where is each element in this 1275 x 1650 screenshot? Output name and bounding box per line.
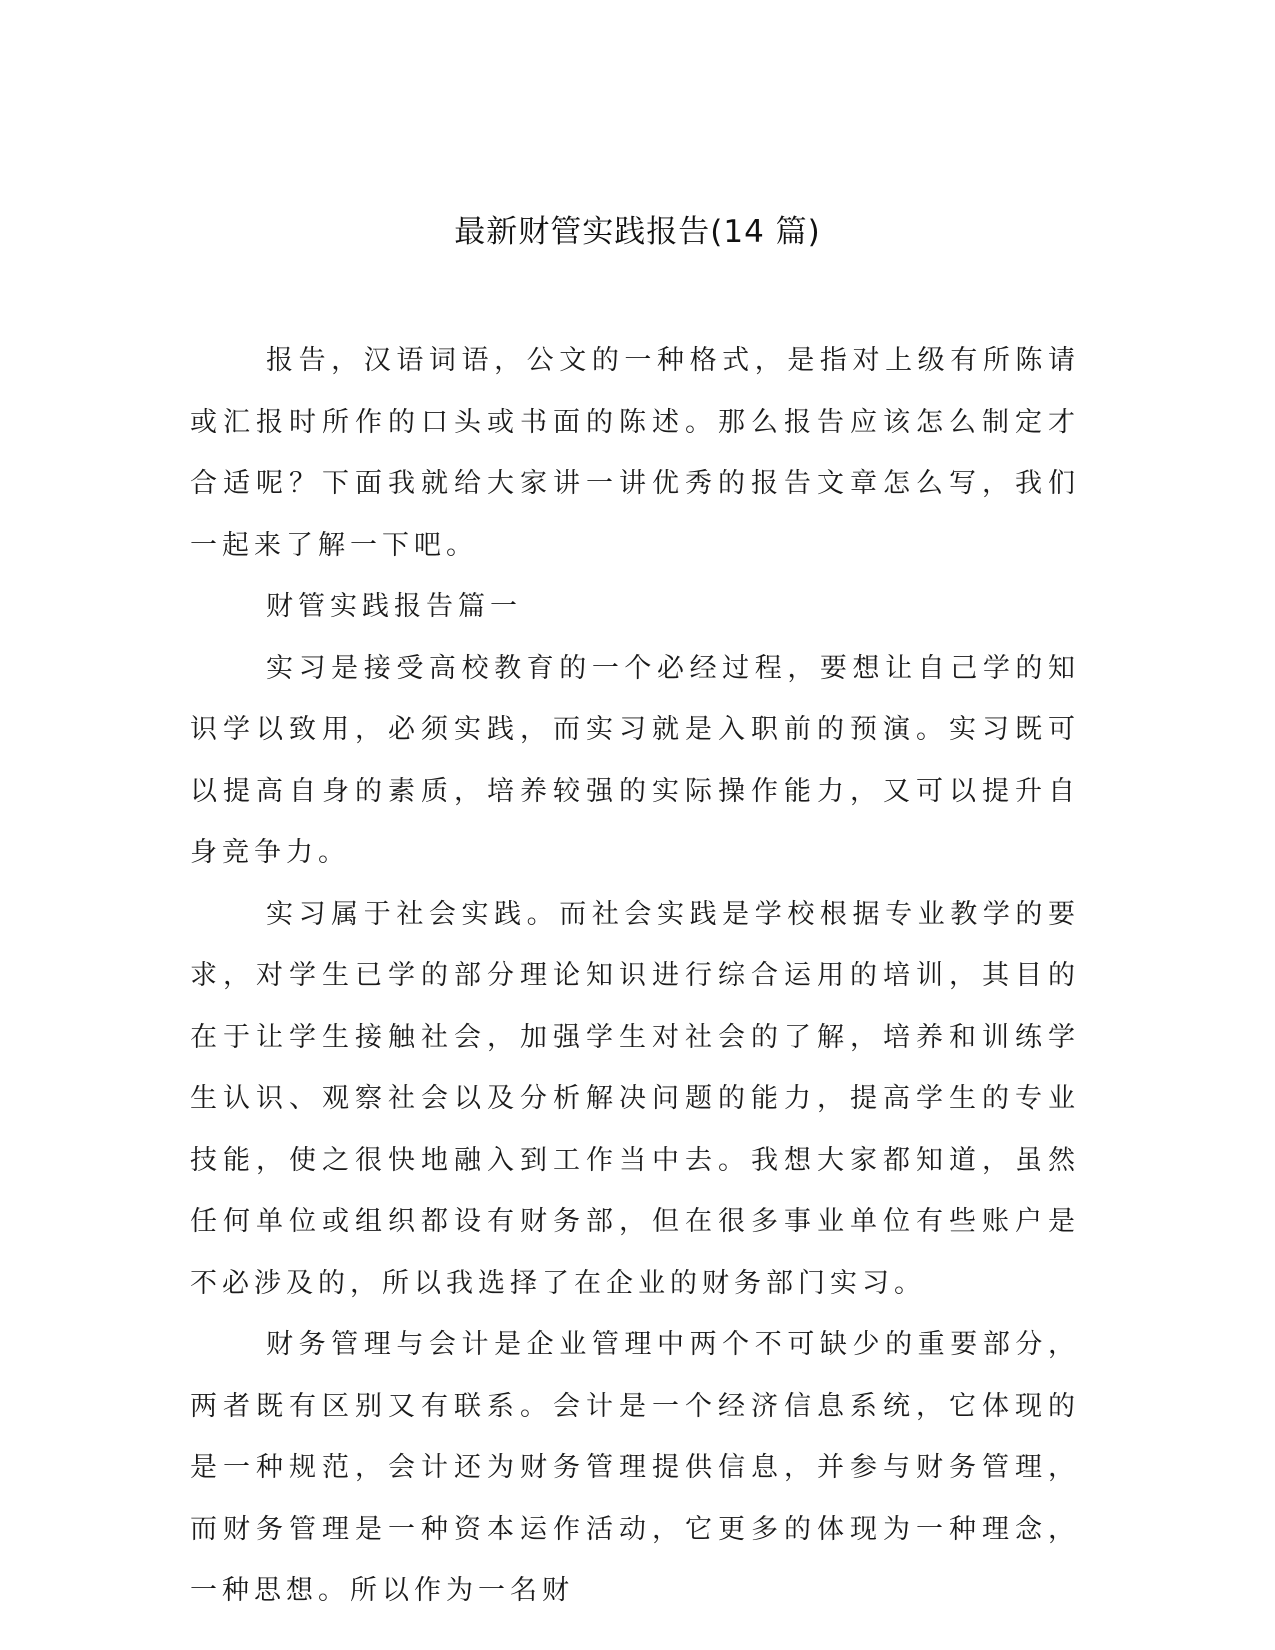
section-heading-part-one: 财管实践报告篇一: [266, 591, 522, 622]
body-paragraph: 财务管理与会计是企业管理中两个不可缺少的重要部分，两者既有区别又有联系。会计是一个经济信息系统，它体现的是一种规范，会计还为财务管理提供信息，并参与财务管理，而财务管理是一种资本运作活动，它更多的体现为一种理念，一种思想。所以作为一名财: [190, 1329, 1080, 1606]
intro-paragraph: 报告，汉语词语，公文的一种格式，是指对上级有所陈请或汇报时所作的口头或书面的陈述。那么报告应该怎么制定才合适呢？下面我就给大家讲一讲优秀的报告文章怎么写，我们一起来了解一下吧。: [190, 345, 1080, 561]
body-paragraph: 实习是接受高校教育的一个必经过程，要想让自己学的知识学以致用，必须实践，而实习就是入职前的预演。实习既可以提高自身的素质，培养较强的实际操作能力，又可以提升自身竞争力。: [190, 652, 1080, 868]
document-body: [190, 330, 1080, 1622]
document-title: 最新财管实践报告(14 篇): [454, 214, 821, 250]
body-paragraph: 实习属于社会实践。而社会实践是学校根据专业教学的要求，对学生已学的部分理论知识进行综合运用的培训，其目的在于让学生接触社会，加强学生对社会的了解，培养和训练学生认识、观察社会以及分析解决问题的能力，提高学生的专业技能，使之很快地融入到工作当中去。我想大家都知道，虽然任何单位或组织都设有财务部，但在很多事业单位有些账户是不必涉及的，所以我选择了在企业的财务部门实习。: [190, 898, 1080, 1299]
